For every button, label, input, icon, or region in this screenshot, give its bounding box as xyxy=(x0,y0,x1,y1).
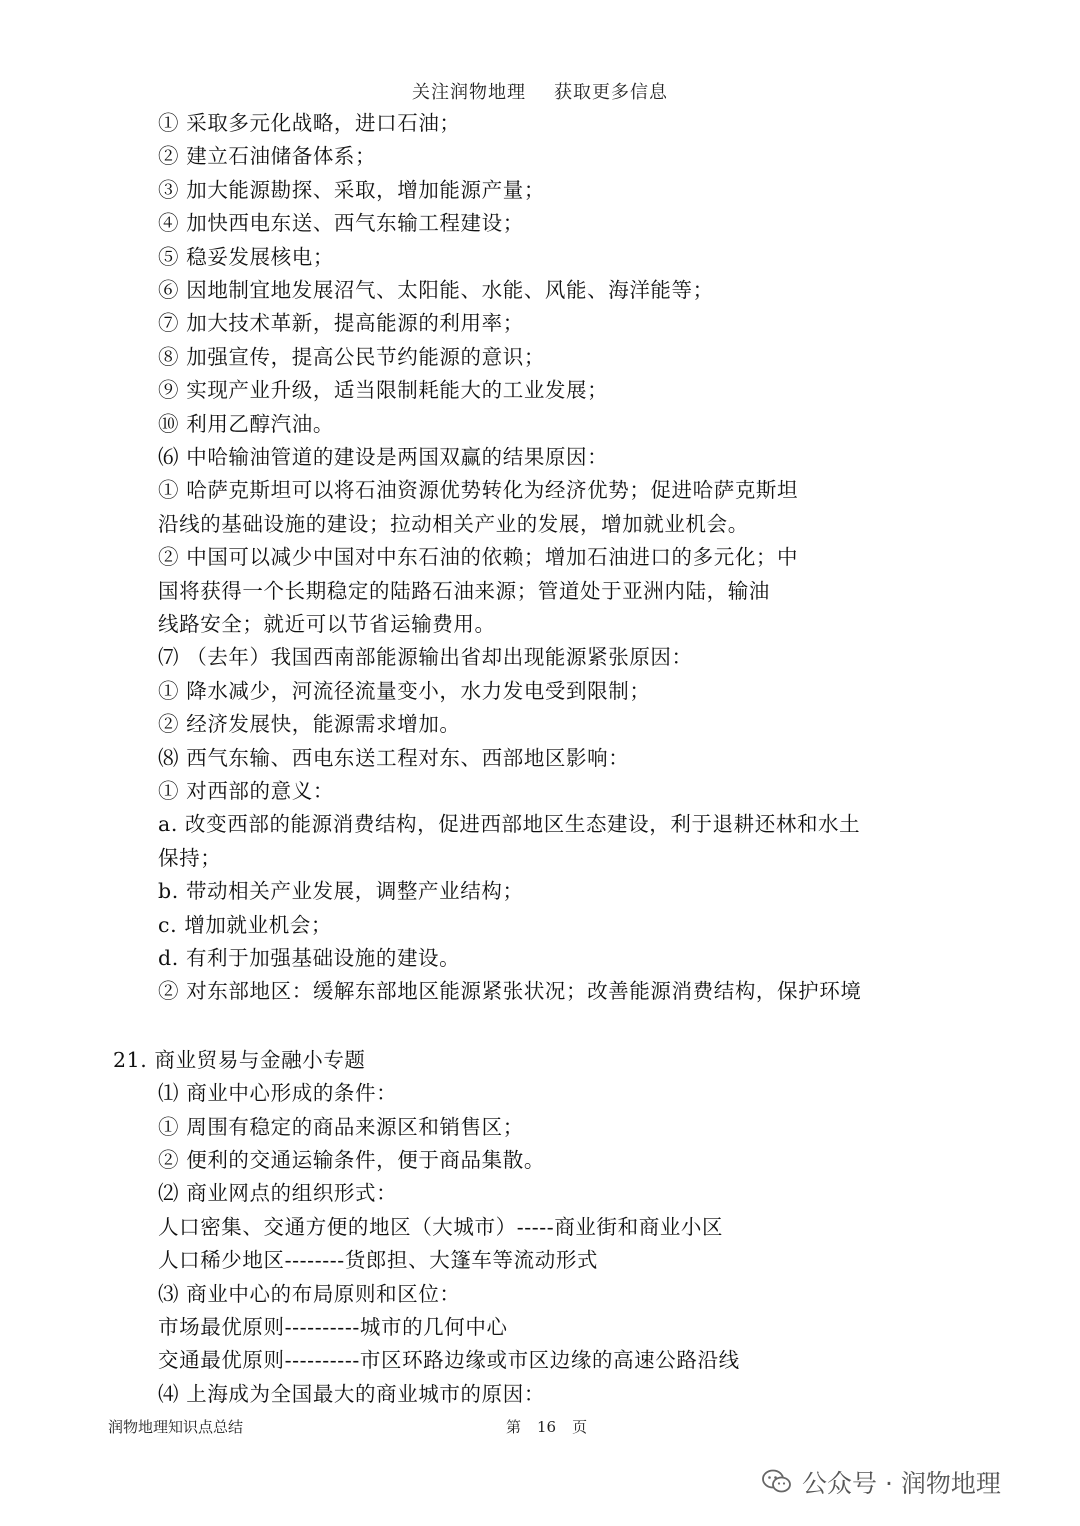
text-line: 交通最优原则----------市区环路边缘或市区边缘的高速公路沿线 xyxy=(158,1348,740,1373)
text-line: ② 中国可以减少中国对中东石油的依赖；增加石油进口的多元化；中 xyxy=(158,545,799,570)
page-prefix: 第 xyxy=(506,1418,522,1436)
text-line: ④ 加快西电东送、西气东输工程建设； xyxy=(158,211,524,236)
text-line: ① 采取多元化战略，进口石油； xyxy=(158,111,461,135)
text-line: ⑹ 中哈输油管道的建设是两国双赢的结果原因： xyxy=(158,445,609,469)
text-line: ⑴ 商业中心形成的条件： xyxy=(158,1081,398,1106)
text-line: ⑥ 因地制宜地发展沼气、太阳能、水能、风能、海洋能等； xyxy=(158,278,714,302)
watermark xyxy=(762,1462,1001,1502)
text-line: ⑨ 实现产业升级，适当限制耗能大的工业发展； xyxy=(158,378,609,403)
text-line: 沿线的基础设施的建设；拉动相关产业的发展，增加就业机会。 xyxy=(158,511,749,536)
text-line: 线路安全；就近可以节省运输费用。 xyxy=(158,612,496,636)
text-line: ⑵ 商业网点的组织形式： xyxy=(158,1181,398,1206)
text-line: b. 带动相关产业发展，调整产业结构； xyxy=(158,879,524,904)
text-line: ② 便利的交通运输条件，便于商品集散。 xyxy=(158,1148,545,1172)
text-line: 市场最优原则----------城市的几何中心 xyxy=(158,1315,508,1339)
text-line: ⑺ （去年）我国西南部能源输出省却出现能源紧张原因： xyxy=(158,645,693,670)
text-line: ⑧ 加强宣传，提高公民节约能源的意识； xyxy=(158,344,545,369)
text-line: ⑤ 稳妥发展核电； xyxy=(158,244,334,269)
text-line: ② 对东部地区：缓解东部地区能源紧张状况；改善能源消费结构，保护环境 xyxy=(158,979,862,1004)
text-line: a. 改变西部的能源消费结构，促进西部地区生态建设，利于退耕还林和水土 xyxy=(158,812,861,837)
text-line: ① 周围有稳定的商品来源区和销售区； xyxy=(158,1114,524,1139)
header-right-text: 获取更多信息 xyxy=(554,82,668,103)
text-line: 人口密集、交通方便的地区（大城市）-----商业街和商业小区 xyxy=(158,1214,724,1239)
text-line: ⑶ 商业中心的布局原则和区位： xyxy=(158,1281,461,1306)
footer-title: 润物地理知识点总结 xyxy=(108,1418,244,1436)
wechat-icon xyxy=(762,1469,792,1495)
text-line: ⑩ 利用乙醇汽油。 xyxy=(158,411,334,436)
page-header xyxy=(0,78,1080,104)
text-line: c. 增加就业机会； xyxy=(158,912,333,937)
text-line: ① 哈萨克斯坦可以将石油资源优势转化为经济优势；促进哈萨克斯坦 xyxy=(158,478,799,503)
text-line: ① 对西部的意义： xyxy=(158,779,334,803)
text-line: ⑷ 上海成为全国最大的商业城市的原因： xyxy=(158,1381,545,1406)
text-line: ② 经济发展快，能源需求增加。 xyxy=(158,712,461,737)
text-line: ② 建立石油储备体系； xyxy=(158,144,377,169)
header-left-text: 关注润物地理 xyxy=(412,82,526,103)
section-heading: 21. 商业贸易与金融小专题 xyxy=(113,1047,366,1072)
text-line: ③ 加大能源勘探、采取，增加能源产量； xyxy=(158,177,545,202)
page-suffix: 页 xyxy=(572,1418,588,1436)
text-line: d. 有利于加强基础设施的建设。 xyxy=(158,946,461,970)
watermark-text: 公众号 · 润物地理 xyxy=(802,1469,1001,1498)
footer-page-number xyxy=(498,1416,595,1437)
text-line: ① 降水减少，河流径流量变小，水力发电受到限制； xyxy=(158,678,651,703)
text-line: ⑻ 西气东输、西电东送工程对东、西部地区影响： xyxy=(158,745,630,770)
text-line: 保持； xyxy=(158,845,222,870)
text-line: 国将获得一个长期稳定的陆路石油来源；管道处于亚洲内陆，输油 xyxy=(158,578,770,603)
page-number: 16 xyxy=(537,1418,557,1436)
text-line: 人口稀少地区--------货郎担、大篷车等流动形式 xyxy=(158,1248,599,1273)
text-line: ⑦ 加大技术革新，提高能源的利用率； xyxy=(158,311,524,336)
